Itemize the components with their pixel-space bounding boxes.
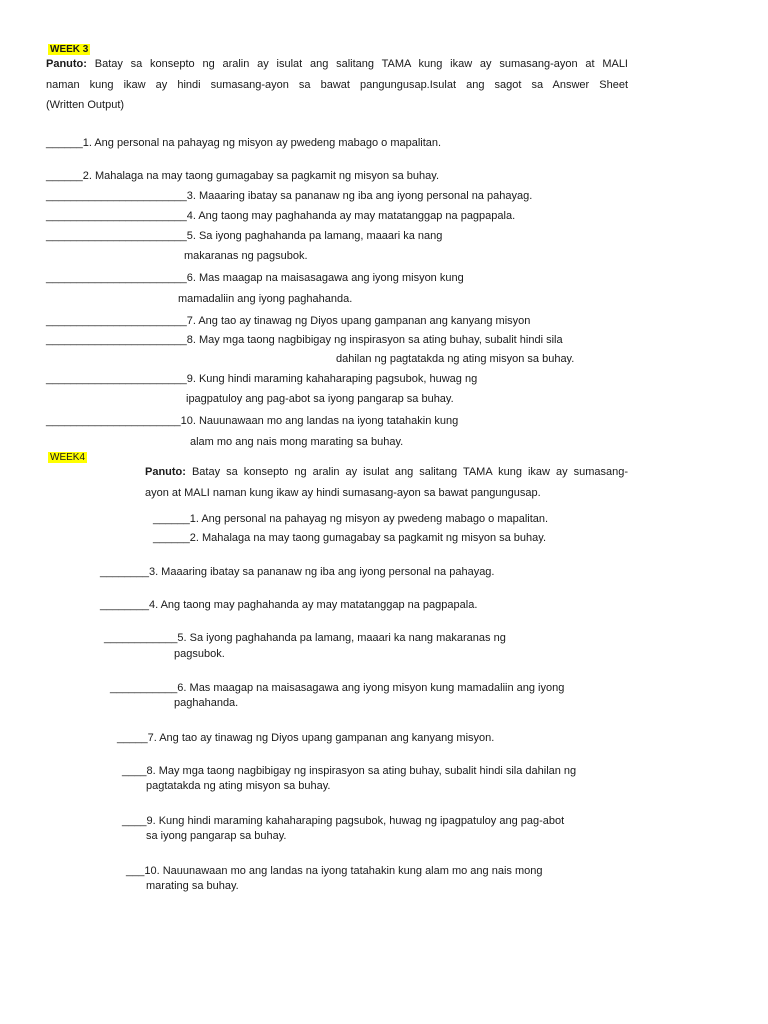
week4-label: WEEK4 (50, 452, 86, 463)
week4-item-continuation: pagsubok. (174, 648, 225, 660)
week4-item: ______1. Ang personal na pahayag ng misyon ay pwedeng mabago o mapalitan. (153, 513, 549, 525)
week4-item: ____8. May mga taong nagbibigay ng inspirasyon sa ating buhay, subalit hindi sila dahilan ng (122, 765, 577, 777)
week4-item-continuation: paghahanda. (174, 697, 239, 709)
answer-blank[interactable]: ___________ (110, 682, 178, 694)
week3-item: _______________________3. Maaaring ibatay sa pananaw ng iba ang iyong personal na pahayag. (46, 190, 533, 202)
week4-item: ___________6. Mas maagap na maisasagawa ang iyong misyon kung mamadaliin ang iyong (110, 682, 565, 694)
week3-item-continuation: alam mo ang nais mong marating sa buhay. (190, 436, 404, 448)
week4-item: ________3. Maaaring ibatay sa pananaw ng iba ang iyong personal na pahayag. (100, 566, 495, 578)
week3-item: ______2. Mahalaga na may taong gumagabay sa pagkamit ng misyon sa buhay. (46, 170, 440, 182)
week3-item: _______________________4. Ang taong may paghahanda ay may matatanggap na pagpapala. (46, 210, 516, 222)
answer-blank[interactable]: _______________________ (46, 373, 187, 385)
answer-blank[interactable]: ______________________ (46, 415, 181, 427)
week4-item-continuation: marating sa buhay. (146, 880, 239, 892)
week3-instructions-line2: naman kung ikaw ay hindi sumasang-ayon sa bawat pangungusap.Isulat ang sagot sa Answer Sheet (46, 79, 628, 91)
answer-blank[interactable]: _______________________ (46, 210, 187, 222)
panuto-label: Panuto: (46, 58, 87, 70)
week3-instructions-line1: Panuto: Batay sa konsepto ng aralin ay isulat ang salitang TAMA kung ikaw ay sumasang-ayon at MALI (46, 58, 628, 70)
answer-blank[interactable]: ________ (100, 566, 149, 578)
answer-blank[interactable]: _______________________ (46, 272, 187, 284)
week3-item: _______________________9. Kung hindi maraming kahaharaping pagsubok, huwag ng (46, 373, 478, 385)
answer-blank[interactable]: ____ (122, 765, 147, 777)
week3-item: _______________________8. May mga taong nagbibigay ng inspirasyon sa ating buhay, subalit hindi sila (46, 334, 563, 346)
week4-item-continuation: pagtatakda ng ating misyon sa buhay. (146, 780, 331, 792)
week3-label: WEEK 3 (50, 44, 89, 55)
week4-instructions-line1: Panuto: Batay sa konsepto ng aralin ay isulat ang salitang TAMA kung ikaw ay sumasang- (145, 466, 628, 478)
week3-item: _______________________5. Sa iyong paghahanda pa lamang, maaari ka nang (46, 230, 443, 242)
answer-blank[interactable]: ________ (100, 599, 149, 611)
answer-blank[interactable]: ____ (122, 815, 147, 827)
answer-blank[interactable]: ______ (153, 532, 190, 544)
week4-item-continuation: sa iyong pangarap sa buhay. (146, 830, 287, 842)
answer-blank[interactable]: _______________________ (46, 334, 187, 346)
week4-item: ____________5. Sa iyong paghahanda pa lamang, maaari ka nang makaranas ng (104, 632, 506, 644)
answer-blank[interactable]: _______________________ (46, 230, 187, 242)
week4-item: ______2. Mahalaga na may taong gumagabay sa pagkamit ng misyon sa buhay. (153, 532, 547, 544)
week4-item: _____7. Ang tao ay tinawag ng Diyos upang gampanan ang kanyang misyon. (117, 732, 495, 744)
week3-item: ______1. Ang personal na pahayag ng misyon ay pwedeng mabago o mapalitan. (46, 137, 442, 149)
week3-item: _______________________6. Mas maagap na maisasagawa ang iyong misyon kung (46, 272, 464, 284)
answer-blank[interactable]: ______ (153, 513, 190, 525)
answer-blank[interactable]: _______________________ (46, 190, 187, 202)
week4-item: ________4. Ang taong may paghahanda ay may matatanggap na pagpapala. (100, 599, 478, 611)
week3-item-continuation: dahilan ng pagtatakda ng ating misyon sa buhay. (336, 353, 575, 365)
week3-item: ______________________10. Nauunawaan mo ang landas na iyong tatahakin kung (46, 415, 459, 427)
answer-blank[interactable]: ____________ (104, 632, 178, 644)
answer-blank[interactable]: _____ (117, 732, 148, 744)
answer-blank[interactable]: _______________________ (46, 315, 187, 327)
panuto-label: Panuto: (145, 466, 186, 478)
week4-instructions-line2: ayon at MALI naman kung ikaw ay hindi sumasang-ayon sa bawat pangungusap. (145, 487, 541, 499)
week3-instructions-line3: (Written Output) (46, 99, 125, 111)
answer-blank[interactable]: ______ (46, 170, 83, 182)
week3-item-continuation: ipagpatuloy ang pag-abot sa iyong pangarap sa buhay. (186, 393, 454, 405)
week3-item: _______________________7. Ang tao ay tinawag ng Diyos upang gampanan ang kanyang misyon (46, 315, 531, 327)
answer-blank[interactable]: ______ (46, 137, 83, 149)
week3-item-continuation: mamadaliin ang iyong paghahanda. (178, 293, 353, 305)
week4-item: ____9. Kung hindi maraming kahaharaping pagsubok, huwag ng ipagpatuloy ang pag-abot (122, 815, 565, 827)
week4-item: ___10. Nauunawaan mo ang landas na iyong tatahakin kung alam mo ang nais mong (126, 865, 543, 877)
answer-blank[interactable]: ___ (126, 865, 145, 877)
week3-item-continuation: makaranas ng pagsubok. (184, 250, 308, 262)
